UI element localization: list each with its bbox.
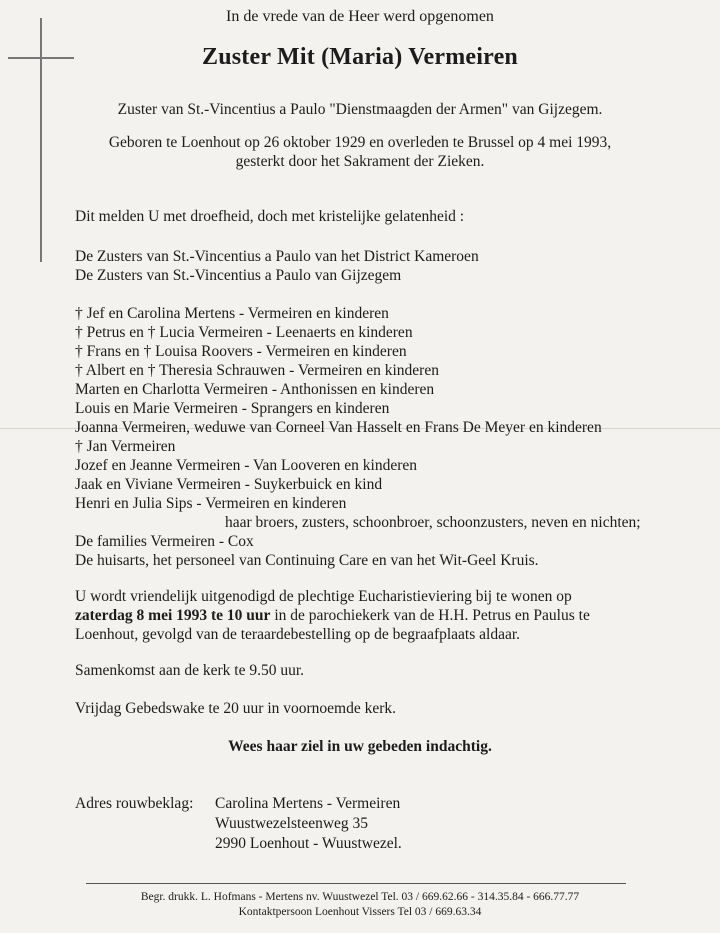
- invitation-line-2: [75, 607, 590, 625]
- sisters-line: De Zusters van St.-Vincentius a Paulo van het District Kameroen: [75, 248, 479, 265]
- family-line: † Jan Vermeiren: [75, 438, 176, 455]
- congregation-text: Zuster van St.-Vincentius a Paulo "Dienstmaagden der Armen" van Gijzegem.: [117, 101, 603, 118]
- invitation-line-1: U wordt vriendelijk uitgenodigd de plechtige Eucharistieviering bij te wonen op: [75, 588, 572, 605]
- gathering-text: Samenkomst aan de kerk te 9.50 uur.: [75, 662, 305, 679]
- address-label: Adres rouwbeklag:: [75, 795, 194, 812]
- birth-death-line-2: gesterkt door het Sakrament der Zieken.: [235, 153, 485, 170]
- footer-printer: Begr. drukk. L. Hofmans - Mertens nv. Wuustwezel Tel. 03 / 669.62.66 - 314.35.84 - 666.77.77: [140, 891, 580, 903]
- family-line: Marten en Charlotta Vermeiren - Anthonissen en kinderen: [75, 381, 435, 398]
- family-line: Henri en Julia Sips - Vermeiren en kinderen: [75, 495, 347, 512]
- family-line: † Albert en † Theresia Schrauwen - Vermeiren en kinderen: [75, 362, 439, 379]
- family-line: Jaak en Viviane Vermeiren - Suykerbuick en kind: [75, 476, 383, 493]
- family-line: † Frans en † Louisa Roovers - Vermeiren en kinderen: [75, 343, 407, 360]
- footer-contact: Kontaktpersoon Loenhout Vissers Tel 03 / 669.63.34: [238, 906, 482, 918]
- invitation-line-3: Loenhout, gevolgd van de teraardebestelling op de begraafplaats aldaar.: [75, 626, 521, 643]
- announcement-text: Dit melden U met droefheid, doch met kristelijke gelatenheid :: [75, 208, 465, 225]
- vigil-text: Vrijdag Gebedswake te 20 uur in voornoemde kerk.: [75, 700, 397, 717]
- others-line: De families Vermeiren - Cox: [75, 533, 254, 550]
- family-line: † Jef en Carolina Mertens - Vermeiren en kinderen: [75, 305, 389, 322]
- footer-divider: [86, 883, 626, 884]
- others-line: De huisarts, het personeel van Continuing Care en van het Wit-Geel Kruis.: [75, 552, 539, 569]
- family-line: Joanna Vermeiren, weduwe van Corneel Van Hasselt en Frans De Meyer en kinderen: [75, 419, 602, 436]
- relations-text: haar broers, zusters, schoonbroer, schoonzusters, neven en nichten;: [225, 514, 641, 531]
- service-date: zaterdag 8 mei 1993 te 10 uur: [75, 607, 271, 624]
- invitation-line-2-rest: in de parochiekerk van de H.H. Petrus en Paulus te: [270, 607, 590, 624]
- sisters-line: De Zusters van St.-Vincentius a Paulo van Gijzegem: [75, 267, 402, 284]
- address-line: Carolina Mertens - Vermeiren: [215, 795, 401, 812]
- family-line: † Petrus en † Lucia Vermeiren - Leenaerts en kinderen: [75, 324, 413, 341]
- address-line: Wuustwezelsteenweg 35: [215, 815, 369, 832]
- birth-death-line-1: Geboren te Loenhout op 26 oktober 1929 en overleden te Brussel op 4 mei 1993,: [108, 134, 612, 151]
- family-line: Jozef en Jeanne Vermeiren - Van Looveren en kinderen: [75, 457, 418, 474]
- prayer-text: Wees haar ziel in uw gebeden indachtig.: [228, 738, 492, 755]
- deceased-name: Zuster Mit (Maria) Vermeiren: [202, 44, 518, 70]
- address-line: 2990 Loenhout - Wuustwezel.: [215, 835, 402, 852]
- family-line: Louis en Marie Vermeiren - Sprangers en kinderen: [75, 400, 390, 417]
- intro-text: In de vrede van de Heer werd opgenomen: [226, 8, 494, 25]
